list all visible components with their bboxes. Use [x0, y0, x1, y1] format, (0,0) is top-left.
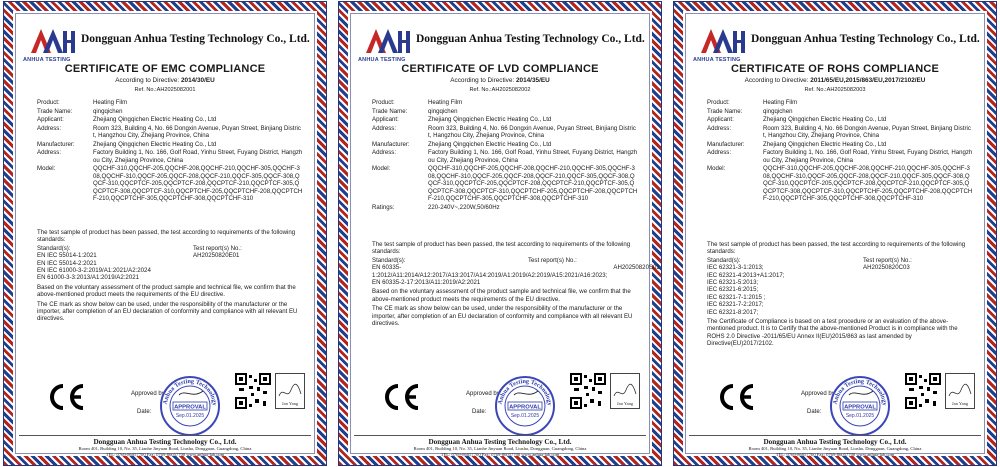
- cert-field-row: [707, 99, 973, 106]
- footer-company: Dongguan Anhua Testing Technology Co., Ltd.: [763, 438, 907, 446]
- field-label: Ratings:: [372, 203, 395, 211]
- field-value: Zhejiang Qingqichen Electric Heating Co., Ltd: [93, 140, 217, 148]
- standards-label: Standard(s):: [372, 256, 406, 264]
- certificate-fields: [37, 99, 303, 204]
- directive-value: 2014/35/EU: [515, 77, 550, 84]
- approval-stamp: [494, 375, 556, 437]
- cert-field-row: [707, 116, 973, 123]
- field-value: qingqichen: [428, 107, 458, 115]
- stamp-date-text: Sep.01.2025: [175, 413, 205, 419]
- standards-column: [707, 264, 863, 316]
- footer-contact: TEL: 0769-86057700 Fax: 0769-86057700 www.anhua-lab.com: [775, 451, 895, 457]
- cert-field-row: [707, 149, 973, 164]
- approval-stamp: [829, 375, 891, 437]
- reference-number: Ref. No.:AH2025082003: [804, 87, 866, 93]
- signature-text: Jan Yang: [951, 401, 969, 406]
- footer-address: Room 401, Building 10, No. 35, Lianhe Jinyuan Road, Liusha, Dongguan, Guangdong, China: [413, 446, 587, 451]
- standards-label: Standard(s):: [37, 244, 71, 252]
- cert-field-row: [37, 149, 303, 164]
- field-value: qingqichen: [763, 107, 793, 115]
- field-value: Factory Building 1, No. 166, Golf Road, Yinhu Street, Fuyang District, Hangzhou City, Zhejiang Province, China: [428, 149, 638, 164]
- cert-field-row: [37, 125, 303, 140]
- stamp-date-text: Sep.01.2025: [845, 413, 875, 419]
- intro-text: The test sample of product has been passed, the test according to requirements of the following standards:: [707, 241, 966, 256]
- cert-field-row: [372, 99, 638, 106]
- standards-header: [372, 257, 638, 264]
- approved-by-label: Approved by:: [466, 391, 502, 397]
- cert-field-row: [707, 141, 973, 148]
- certificate-title: CERTIFICATE OF EMC COMPLIANCE: [64, 63, 266, 75]
- field-label: Address:: [37, 149, 62, 157]
- field-label: Trade Name:: [372, 107, 408, 115]
- standard-item: IEC 62321-7-1:2015 ;: [707, 293, 766, 301]
- standards-column: [37, 252, 193, 282]
- report-label: Test report(s) No.:: [863, 256, 912, 264]
- directive-prefix: According to Directive:: [744, 77, 811, 84]
- certificate-title: CERTIFICATE OF ROHS COMPLIANCE: [730, 63, 940, 75]
- stamp-approval-text: APPROVAL: [174, 404, 206, 411]
- field-value: Heating Film: [93, 99, 128, 106]
- intro-text: The test sample of product has been passed, the test according to requirements of the following standards:: [37, 229, 296, 244]
- certificate-footer: [19, 435, 311, 457]
- qr-code-icon: [570, 373, 606, 409]
- field-value: Room 323, Building 4, No. 66 Dongxin Avenue, Puyan Street, Binjiang District, Hangzhou City, Zhejiang Province, China: [93, 124, 301, 140]
- signature-icon: [946, 374, 974, 408]
- signature-box: [610, 373, 640, 409]
- certificate: [339, 2, 661, 465]
- closing-paragraph: Based on the voluntary assessment of the product sample and technical file, we confirm that the above-mentioned product meets the requirements of the EU directive.: [372, 288, 631, 303]
- standards-label: Standard(s):: [707, 256, 741, 264]
- qr-code-icon: [235, 373, 271, 409]
- qr-code-icon: [905, 373, 941, 409]
- logo-caption: ANHUA TESTING: [23, 57, 71, 63]
- stamp-approval-text: APPROVAL: [509, 404, 541, 411]
- field-label: Address:: [37, 124, 62, 132]
- directive-line: [348, 77, 652, 84]
- report-label: Test report(s) No.:: [528, 256, 577, 264]
- field-value: Room 323, Building 4, No. 66 Dongxin Avenue, Puyan Street, Binjiang District, Hangzhou City, Zhejiang Province, China: [763, 124, 971, 140]
- date-label: Date:: [807, 409, 822, 415]
- directive-prefix: According to Directive:: [115, 77, 181, 84]
- stamp-ring-text: Anhua Testing Technology: [831, 377, 889, 406]
- field-label: Applicant:: [372, 116, 399, 124]
- cert-field-row: [37, 141, 303, 148]
- field-value: Room 323, Building 4, No. 66 Dongxin Avenue, Puyan Street, Binjiang District, Hangzhou City, Zhejiang Province, China: [428, 124, 636, 140]
- field-value: qingqichen: [93, 107, 123, 115]
- signature-text: Jan Yang: [281, 401, 299, 406]
- standard-item: EN 61000-3-3:2013/A1:2019/A2:2021: [37, 274, 139, 282]
- standard-item: EN IEC 61000-3-2:2019/A1:2021/A2:2024: [37, 267, 151, 275]
- signature-box: [945, 373, 975, 409]
- anhua-logo-icon: [699, 27, 745, 55]
- cert-field-row: [37, 108, 303, 115]
- field-label: Manufacturer:: [372, 140, 410, 148]
- field-value: Zhejiang Qingqichen Electric Heating Co., Ltd: [93, 116, 217, 124]
- standards-list: [372, 264, 660, 287]
- standards-list: [37, 252, 303, 282]
- field-value: Heating Film: [763, 99, 798, 106]
- cert-field-row: [372, 149, 638, 164]
- field-value: QQCHF-310,QQCHF-205,QQCHF-208,QQCHF-210,QQCHF-305,QQCHF-308,QQCHF-310,QQCF-205,QQCF-208,QQCF-210,QQCF-305,QQCF-308,QQCF-310,QQCPTCF-205,QQCPTCF-208,QQCPTCF-210,QQCPTCF-305,QQCPTCF-308,QQCPTCF-310,QQCPTCHF-205,QQCPTCHF-208,QQCPTCHF-210,QQCPTCHF-305,QQCPTCHF-308,QQCPTCHF-310: [763, 165, 973, 202]
- stamp-ring-icon: [159, 375, 221, 437]
- field-value: Zhejiang Qingqichen Electric Heating Co., Ltd: [428, 140, 552, 148]
- signature-box: [275, 373, 305, 409]
- directive-value: 2011/65/EU,2015/863/EU,2017/2102/EU: [810, 77, 926, 84]
- cert-field-row: [707, 165, 973, 202]
- cert-field-row: [37, 116, 303, 123]
- standard-item: IEC 62321-5:2013;: [707, 279, 759, 287]
- field-label: Product:: [707, 99, 730, 106]
- cert-field-row: [372, 141, 638, 148]
- date-label: Date:: [137, 409, 152, 415]
- cert-field-row: [372, 116, 638, 123]
- field-label: Trade Name:: [37, 107, 73, 115]
- cert-field-row: [372, 165, 638, 202]
- cert-field-row: [372, 125, 638, 140]
- directive-prefix: According to Directive:: [450, 77, 516, 84]
- standard-item: IEC 62321-7-2:2017;: [707, 301, 764, 309]
- field-label: Address:: [707, 149, 732, 157]
- logo-caption: ANHUA TESTING: [693, 57, 741, 63]
- directive-line: [683, 77, 987, 84]
- report-number: AH20250820E01: [193, 252, 240, 260]
- certificate: [674, 2, 996, 465]
- closing-paragraph: The Certificate of Compliance is based on a test procedure or an evaluation of the above-mentioned product. It is to Certify that the above-mentioned Product is in compliance with the ROHS 2.0 Directive -2011/65/EU Annex II(EU)2015/863 as last amended by Directive(EU)2017/2102.: [707, 318, 958, 348]
- footer-address: Room 401, Building 10, No. 35, Lianhe Jinyuan Road, Liusha, Dongguan, Guangdong, China: [78, 446, 252, 451]
- signature-icon: [611, 374, 639, 408]
- directive-value: 2014/30/EU: [180, 77, 215, 84]
- approval-stamp: [159, 375, 221, 437]
- closing-paragraph: Based on the voluntary assessment of the product sample and technical file, we confirm that the above-mentioned product meets the requirements of the EU directive.: [37, 283, 296, 299]
- field-label: Model:: [37, 165, 56, 173]
- stamp-approval-text: APPROVAL: [844, 404, 876, 411]
- field-value: QQCHF-310,QQCHF-205,QQCHF-208,QQCHF-210,QQCHF-305,QQCHF-308,QQCHF-310,QQCF-205,QQCF-208,QQCF-210,QQCF-305,QQCF-308,QQCF-310,QQCPTCF-205,QQCPTCF-208,QQCPTCF-210,QQCPTCF-305,QQCPTCF-308,QQCPTCF-310,QQCPTCHF-205,QQCPTCHF-208,QQCPTCHF-210,QQCPTCHF-305,QQCPTCHF-308,QQCPTCHF-310: [93, 165, 303, 202]
- cert-field-row: [707, 108, 973, 115]
- closing-paragraph: The CE mark as show below can be used, under the responsibility of the manufacturer or the importer, after completion of an EU declaration of conformity and compliance with all relevant EU directives.: [372, 305, 633, 328]
- standard-item: IEC 62321-4:2013+A1:2017;: [707, 271, 785, 279]
- certificate-body: [707, 241, 973, 348]
- field-label: Model:: [372, 165, 391, 173]
- footer-address: Room 401, Building 10, No. 35, Lianhe Jinyuan Road, Liusha, Dongguan, Guangdong, China: [748, 446, 922, 451]
- logo-caption: ANHUA TESTING: [358, 57, 406, 63]
- field-value: Factory Building 1, No. 166, Golf Road, Yinhu Street, Fuyang District, Hangzhou City, Zhejiang Province, China: [93, 149, 303, 164]
- field-value: QQCHF-310,QQCHF-205,QQCHF-208,QQCHF-210,QQCHF-305,QQCHF-308,QQCHF-310,QQCF-205,QQCF-208,QQCF-210,QQCF-305,QQCF-308,QQCF-310,QQCPTCF-205,QQCPTCF-208,QQCPTCF-210,QQCPTCF-305,QQCPTCF-308,QQCPTCF-310,QQCPTCHF-205,QQCPTCHF-208,QQCPTCHF-210,QQCPTCHF-305,QQCPTCHF-308,QQCPTCHF-310: [428, 165, 638, 202]
- footer-contact: TEL: 0769-86057700 Fax: 0769-86057700 www.anhua-lab.com: [440, 451, 560, 457]
- certificate-fields: [372, 99, 638, 212]
- certificate-footer: [354, 435, 646, 457]
- closing-paragraph: The CE mark as show below can be used, under the responsibility of the manufacturer or the importer, after completion of an EU declaration of conformity and compliance with all relevant EU directives.: [37, 300, 298, 323]
- field-label: Manufacturer:: [37, 140, 75, 148]
- standard-item: EN 60335-1:2012/A11:2014/A12:2017/A13:2017/A14:2019/A1:2019/A2:2019/A15:2021/A16:2023;: [372, 264, 608, 279]
- cert-field-row: [372, 204, 638, 211]
- certificate-body: [37, 229, 303, 323]
- anhua-logo-icon: [364, 27, 410, 55]
- field-label: Address:: [372, 124, 397, 132]
- footer-contact: TEL: 0769-86057700 Fax: 0769-86057700 www.anhua-lab.com: [105, 451, 225, 457]
- standards-column: [372, 264, 613, 286]
- date-label: Date:: [472, 409, 487, 415]
- standard-item: EN IEC 55014-1:2021: [37, 252, 97, 260]
- certificate: [4, 2, 326, 465]
- standard-item: IEC 62321-8:2017;: [707, 308, 759, 316]
- standards-list: [707, 264, 973, 316]
- field-value: Zhejiang Qingqichen Electric Heating Co., Ltd: [763, 116, 887, 124]
- field-label: Product:: [372, 99, 395, 106]
- field-label: Trade Name:: [707, 107, 743, 115]
- ce-mark-icon: [45, 383, 87, 411]
- field-label: Address:: [707, 124, 732, 132]
- report-number: AH20250820C03: [863, 264, 910, 272]
- intro-text: The test sample of product has been passed, the test according to requirements of the following standards:: [372, 241, 631, 256]
- stamp-ring-icon: [829, 375, 891, 437]
- certificate-body: [372, 241, 660, 328]
- standard-item: IEC 62321-6:2015;: [707, 286, 759, 294]
- cert-field-row: [37, 165, 303, 202]
- field-label: Applicant:: [707, 116, 734, 124]
- field-label: Product:: [37, 99, 60, 106]
- cert-field-row: [372, 108, 638, 115]
- standards-header: [37, 245, 303, 252]
- field-label: Model:: [707, 165, 726, 173]
- standards-header: [707, 257, 973, 264]
- footer-company: Dongguan Anhua Testing Technology Co., Ltd.: [93, 438, 237, 446]
- footer-company: Dongguan Anhua Testing Technology Co., Ltd.: [428, 438, 572, 446]
- field-value: Heating Film: [428, 99, 463, 106]
- company-name: Dongguan Anhua Testing Technology Co., Ltd.: [81, 33, 310, 45]
- stamp-ring-icon: [494, 375, 556, 437]
- field-value: 220-240V~,220W,50/60Hz: [428, 203, 500, 211]
- cert-field-row: [707, 125, 973, 140]
- report-number: AH20250820S02: [613, 264, 660, 272]
- approved-by-label: Approved by:: [131, 391, 167, 397]
- cert-field-row: [37, 99, 303, 106]
- certificate-title: CERTIFICATE OF LVD COMPLIANCE: [401, 63, 599, 75]
- directive-line: [13, 77, 317, 84]
- approved-by-label: Approved by:: [801, 391, 837, 397]
- field-value: Zhejiang Qingqichen Electric Heating Co., Ltd: [428, 116, 552, 124]
- field-label: Address:: [372, 149, 397, 157]
- report-label: Test report(s) No.:: [193, 244, 242, 252]
- field-value: Zhejiang Qingqichen Electric Heating Co., Ltd: [763, 140, 887, 148]
- ce-mark-icon: [715, 383, 757, 411]
- stamp-date-text: Sep.01.2025: [510, 413, 540, 419]
- stamp-ring-text: Anhua Testing Technology: [161, 377, 219, 406]
- company-name: Dongguan Anhua Testing Technology Co., Ltd.: [751, 33, 980, 45]
- certificate-footer: [689, 435, 981, 457]
- reference-number: Ref. No.:AH2025082001: [134, 87, 196, 93]
- reference-number: Ref. No.:AH2025082002: [469, 87, 531, 93]
- certificate-fields: [707, 99, 973, 204]
- field-label: Applicant:: [37, 116, 64, 124]
- signature-text: Jan Yang: [616, 401, 634, 406]
- standard-item: EN IEC 55014-2:2021: [37, 259, 97, 267]
- standard-item: IEC 62321-3-1:2013;: [707, 264, 764, 272]
- company-name: Dongguan Anhua Testing Technology Co., Ltd.: [416, 33, 645, 45]
- signature-icon: [276, 374, 304, 408]
- field-label: Manufacturer:: [707, 140, 745, 148]
- ce-mark-icon: [380, 383, 422, 411]
- anhua-logo-icon: [29, 27, 75, 55]
- field-value: Factory Building 1, No. 166, Golf Road, Yinhu Street, Fuyang District, Hangzhou City, Zhejiang Province, China: [763, 149, 973, 164]
- stamp-ring-text: Anhua Testing Technology: [496, 377, 554, 406]
- standard-item: EN 60335-2-17:2013/A11:2019/A2:2021: [372, 279, 481, 287]
